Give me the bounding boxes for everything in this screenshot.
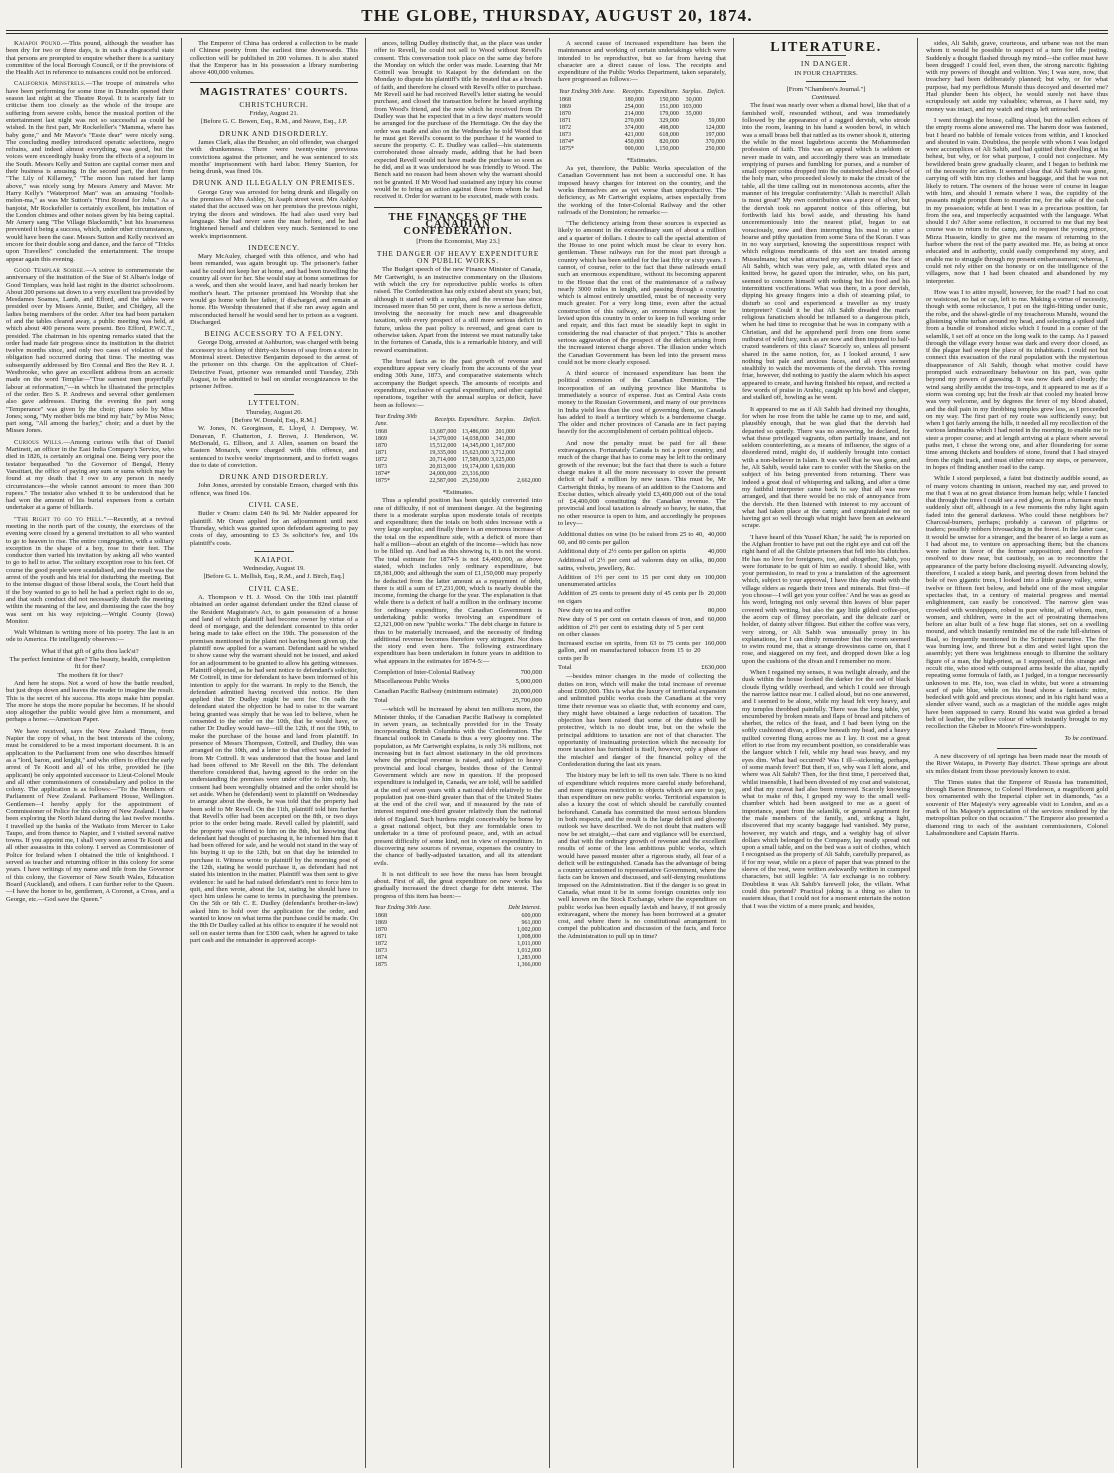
table-header-row — [374, 413, 542, 429]
column-divider — [549, 38, 550, 1468]
table-cell — [516, 443, 542, 450]
table-cell: 19,174,000 — [462, 463, 489, 470]
table-cell: 1874 — [375, 954, 387, 961]
paragraph-curious-wills — [6, 439, 174, 512]
table-row — [374, 429, 542, 436]
table-cell: 1873 — [375, 947, 387, 954]
table-cell — [680, 125, 703, 132]
table-cell: 15,623,000 — [462, 449, 489, 456]
article-paragraph: The Budget speech of the new Finance Minister of Canada, Mr Cartwright, is an instructive commentary on the illusions with which the cry for reproductive public works is often raised. The Confederation has only existed about six years; but, although it started with a surplus, and the revenue has since increased more than 50 per cent, there is now a serious deficit, involving the necessity for much new and disagreeable taxation, with every prospect of a still more serious deficit in future, unless the past policy is reversed, and great care is otherwise taken. Apart from the interest we must naturally take in the fortunes of Canada, this is a remarkable history, and will reward examination. — [374, 266, 542, 354]
table-cell: 201,000 — [495, 428, 515, 435]
table-cell: 1,639,000 — [491, 463, 515, 470]
table-cell: 197,000 — [705, 131, 725, 138]
section-heading-literature: LITERATURE. — [770, 40, 882, 55]
article-paragraph: It is not difficult to see how the mess has been brought about. First of all, the great expenditure on new works has gradually increased the direct charge for debt interest. The progress of this item has been:— — [374, 870, 542, 900]
table-cell — [680, 132, 703, 139]
paragraph-chinese-poetry: The Emperor of China has ordered a collection to be made of Chinese poetry from the earliest time downwards. This collection will be published in 200 volumes. It is also stated that the Emperor has in his possession a library numbering above 400,000 volumes. — [190, 40, 358, 77]
item-value: 5,000,000 — [515, 678, 542, 686]
column-divider — [181, 38, 182, 1468]
table-header: Expenditure. — [648, 88, 679, 95]
table-header: Deficit. — [523, 417, 541, 424]
story-paragraph: How was I to attire myself, however, for the road? I had no coat or waistcoat, no hat or cap, left to me. Making a virtue of necessity, though with some reluctance, I put on the tight-fitting under tunic, the robe, and the shawl-girdle of my treacherous Munshi, wound the glistening white turban around my head, and selecting a spiked staff from a bundle of ironshod sticks which I found in a corner of the selamlik, I set off at once on the long walk to the camp. As I passed through the village every house was dark and every door closed, as if the plague had swept the place of its inhabitants. I could not but connect this evacuation of the rural population with the mysterious disappearance of Ali Sahib, though what motive could have prompted such extraordinary behaviour on his part, was quite beyond my powers of guessing. It was now dark and cloudy; the wind sang shrilly amidst the tree-tops, and it appeared to me as if a storm was coming up; but the fresh air that cooled my heated brow was very welcome, and by degrees the fever of my blood abated, and the dull pain in my throbbing temples grew less, as I proceeded on my way. The first part of my route was sufficiently easy; but when I got fairly among the hills, it needed all my recollection of the various landmarks which I had noted in the morning, to enable me to steer a proper course; and at length arriving at a place where several paths met, I chose the wrong one, and after floundering for some time among thickets and boulders of stone, found that I had strayed from the right track, and must either retrace my steps, or persevere, in hopes of finding another road to the camp. — [926, 288, 1108, 471]
subheading-christchurch: CHRISTCHURCH. — [239, 99, 309, 109]
table-cell: 15,512,000 — [429, 442, 457, 449]
item-value: 160,000 — [704, 640, 726, 648]
list-item — [558, 574, 726, 589]
table-cell: 1872 — [559, 124, 571, 131]
paragraph-good-templar — [6, 267, 174, 435]
article-paragraph: And now the penalty must be paid for all these extravagances. Fortunately Canada is not a poor country, and much of the charge that has to come may be left to the ordinary growth of the revenue; but the fact that there is such a future charge makes it all the more necessary to cover the present deficit of half a million by new taxes. This must be, Mr Cartwright thinks, by means of an addition to the Customs and Excise duties, which already yield £3,400,000 out of the total of £4,400,000 constituting the Canadian revenue. The provincial and local taxation is already so heavy, he states, that no other resource is open to him, and accordingly he proposes to levy— — [558, 439, 726, 528]
case-text: George Doig, arrested at Ashburton, was charged with being accessory to a felony of thirty-six boxes of soap from a store in Montreal street. Detective Benjamin deposed to the arrest of the prisoner on this charge. On the application of Chief-Detective Feast, prisoner was remanded until Tuesday, 25th August, to be admitted to bail on similar recognizances to the prisoner Jeffree. — [190, 339, 358, 391]
table-cell — [516, 471, 542, 478]
table-cell: 498,000 — [659, 124, 679, 131]
table-cell: 450,000 — [624, 138, 645, 145]
table-header: Year Ending 30th June. — [375, 413, 417, 427]
column-2 — [190, 40, 358, 1466]
item-label: Canadian Pacific Railway (minimum estimate) — [374, 687, 498, 695]
table-cell: 1869 — [375, 919, 387, 926]
case-heading: CIVIL CASE. — [248, 500, 300, 510]
table-row — [558, 104, 726, 111]
case-heading: DRUNK AND ILLEGALLY ON PREMISES. — [192, 178, 356, 188]
table-cell: 214,000 — [624, 110, 645, 117]
item-value: 40,000 — [707, 531, 726, 539]
court-bench: [Before G. L. Mellish, Esq., R.M., and J. Birch, Esq.] — [203, 573, 345, 581]
table-cell: 59,000 — [708, 117, 725, 124]
paragraph-california-minstrels — [6, 80, 174, 262]
table-row — [374, 436, 542, 443]
table-cell: 1868 — [375, 912, 387, 919]
table-row — [558, 118, 726, 125]
list-item — [558, 548, 726, 555]
table-row — [374, 948, 542, 955]
article-paragraph: As yet, therefore, the Public Works speculation of the Canadian Government has not been a successful one. It has imposed heavy charges for interest on the country, and the works themselves are as yet worse than unproductive. The deficiency, as Mr Cartwright explains, arises especially from the working of the Inter-Colonial Railway and the other railroads of the Dominion; he remarks:— — [558, 165, 726, 216]
column-5 — [742, 40, 910, 1466]
section-heading-magistrates: MAGISTRATES' COURTS. — [199, 87, 349, 99]
table-cell: 1,002,000 — [517, 926, 541, 933]
table-cell — [680, 146, 703, 153]
table-cell: 1871 — [375, 449, 387, 456]
paragraph-text: —Recently, at a revival meeting in the north part of the county, the exercises of the evening were closed by a general invitation to all who wanted to go to heaven to rise. The entire congregation, with a solitary exception in the shape of a boy, rose to their feet. The conductor then varied his invitation by asking all who wanted to go to hell to arise. The solitary exception rose to his feet. Of course the good people were scandalised, and the result was the arrest of the youth and his trial for disturbing the meeting. But to the intense disgust of those liberal souls, the Court held that if the boy wanted to go to hell he had a perfect right to do so, and that such conduct did not necessarily disturb the meeting within the meaning of the law, and dismissing the case the boy was sent on his way rejoicing.—Wright County (Iowa) Monitor. — [6, 515, 174, 625]
news-paragraph-emperor-russia: The Times states that the Emperor of Russia has transmitted, through Baron Brunnow, to Colonel Henderson, a magnificent gold box ornamented with the Imperial cipher set in diamonds, "as a souvenir of Her Majesty's very agreeable visit to London, and as a mark of his Majesty's appreciation of the services rendered by the metropolitan police on that occasion." The Emperor also presented a diamond ring to each of the assistant commissioners, Colonel Labalmondiere and Captain Harris. — [926, 778, 1108, 837]
paragraph-text: —This pound, although the weather has been dry for two or three days, is in such a disgraceful state that persons are prompted to enquire whether there is a sanitary committee of the local Borough Council, or if the provisions of the Health Act in reference to nuisances could not be enforced. — [6, 40, 174, 77]
table-header: Deficit. — [707, 88, 725, 95]
total-value: 25,700,000 — [512, 696, 542, 704]
court-bench: [Before W. Donald, Esq., R.M.] — [232, 417, 316, 425]
table-header: Expenditure. — [458, 417, 489, 424]
masthead-rule — [6, 30, 1108, 31]
table-cell: 30,000 — [685, 96, 703, 103]
item-label: New duty of 5 per cent on certain classes of iron, and addition of 2½ per cent to existing duty of 5 per cent on other classes — [558, 616, 704, 638]
total-label: Total — [374, 696, 388, 704]
table-cell: 1872 — [375, 940, 387, 947]
table-cell: 103,000 — [682, 103, 703, 110]
column-3 — [374, 40, 542, 1466]
item-label: Addition of 25 cents to present duty of 45 cents per lb on cigars — [558, 590, 704, 605]
table-cell: 1869 — [559, 103, 571, 110]
table-cell: 341,000 — [495, 435, 515, 442]
article-paragraph: A third source of increased expenditure has been the political extension of the Canadian Dominion. The incorporation of an outlying province like Manitoba is immediately a source of expense. Just as Central Asia costs money to the Russian Government, and many of our provinces in India yield less than the cost of governing them, so Canada has added to itself a territory which is a burdensome charge. The older and richer provinces of Canada are in fact paying heavily for the accomplishment of certain political objects. — [558, 370, 726, 436]
table-cell — [703, 111, 726, 118]
paragraph-right-to-go — [6, 516, 174, 625]
column-divider — [917, 38, 918, 1468]
table-cell: 180,000 — [624, 96, 645, 103]
story-source: [From "Chambers's Journal."] — [786, 85, 866, 93]
table-cell: 23,316,000 — [462, 470, 489, 477]
table-row — [374, 478, 542, 485]
table-cell: 1872 — [375, 456, 387, 463]
story-paragraph: While I stood perplexed, a faint but distinctly audible sound, as of many voices chanting in unison, reached my ear, and proved to me that I was at no great distance from human help; while I fancied that through the trees I could see a red glow, as from a furnace much suddenly shut off, although in a few moments the ruby light again faded into the general darkness. Who could these neighbors be? Charcoal-burners, perhaps; probably a caravan of pilgrims or traders; possibly robbers bivouacking in the forest. In the latter case, it would be unwise for a stranger, and the bearer of so large a sum as I had about me, to venture on approaching them; but the chances were rather in favor of the former supposition; and therefore I resolved to draw near, but cautiously, so as to reconnoitre the appearance of the party before disclosing myself. Advancing slowly, therefore, I scaled a steep bank, and peering down from behind the bole of two gigantic trees, I looked into a little grassy valley, some twelve or fifteen feet below, and beheld one of the most singular spectacles that, in a century of material progress and mental enlightenment, can easily be conceived. The narrow glen was crowded with worshippers, robed in pure white, all of whom, men, women, and children, were in the act of prostrating themselves before an altar built of a few huge flat stones, set on a swelling mound, and which instantly reminded me of the rude hill-shrines of Baal, so frequently mentioned in the Scripture narrative. The fire was burning low, and threw but a dim and weird light upon the assembly; yet there was brightness enough to illumine the solitary figure of a man, the high-priest, as I supposed, of this strange and occult rite, who stood with outspread arms beside the altar, rapidly repeating some formula of faith, as I judged, in a tongue necessarily unknown to me. He, too, was clad in white, but wore a streaming scarf of pale blue, while on his head shone a fantastic mitre, bedecked with gold and precious stones; and in his right hand was a slender silver wand, such as a magician of the middle ages might have been supposed to carry. Round his waist was girded a broad belt of leather, the yellow colour of which instantly brought to my recollection the Gheber in Moore's Fire-worshippers. — [926, 475, 1108, 731]
story-paragraph: When I regained my senses, it was twilight already, and the dusk within the house looked the darker for the sod of black clouds flying wildly overhead, and which I could see through the narrow lattice near me. I called aloud, but no one answered, and I seemed to be alone, while my head felt very heavy, and my temples throbbed painfully. There was the long table, yet encumbered by broken meats and flaps of bread and pitchers of sherbet, the relics of the feast, and I had been lying on the softly cushioned divan, a pillow beneath my head, and a heavy quilted covering flung across me as I lay. It cost me a great effort to rise from my recumbent position, so considerable was the languor which I felt, while my head was heavy, and my eyes dim. What had occurred? Was I ill—sickening, perhaps, of some marsh fever? But then, if so, why was I left alone, and where was Ali Sahib? Then, for the first time, I perceived that, whilst insensible, I had been divested of my coat and waistcoat, and that my cravat had also been removed. Scarcely knowing what to make of this, I groped my way to the small well-chamber which had been assigned to me as a guest of importance, apart from the selamlik, or general apartment for the male members of the family, and, striking a light, discovered that my scanty baggage had vanished. My purse, however, my watch and rings, and a weighty bag of silver dollars which belonged to the Company, lay neatly spread out upon a small table, and on the bed was a suit of clothes, which I recognised as the property of Ali Sahib, carefully prepared, as if for my wear, while on a piece of paper that was pinned to the sleeve of the vest, were written awkwardly written in cramped characters, but still legible: 'A fair exchange is no robbery. Doubtless it was Ali Sahib's farewell joke, the villain. What could this portend? Practical joking is a thing so alien to eastern ideas, that I could not for a moment entertain the notion that I was the victim of a mere prank; and besides, — [742, 669, 910, 910]
table-cell: 900,000 — [624, 145, 645, 152]
table-cell — [516, 429, 542, 436]
article-paragraph: —which will be increased by about ten millions more, the Minister thinks, if the Canadian Pacific Railway is completed in seven years, as technically provided for in the Treaty incorporating British Columbia with the Confederation. The financial outlook in Canada is thus a very gloomy one. The population, as Mr Cartwright explains, is only 3¾ millions, not increasing but in fact almost stationary in the old provinces where the principal revenue is raised, and subject to heavy provincial and local charges, besides those of the Central Government which are now in question. If the proposed expenditure is indulged in, Canada, we are told, will be saddled at the end of seven years with a national debt relatively to the population just one-third greater than that of the United States at the end of the civil war, and if measured by the rate of interest required one-third greater relatively than the national debt of England. Such burdens might conceivably be borne by a great national object, but they are formidable ones to undertake in a time of profound peace, and, with an actual present difficulty of some kind, not in view of expenditure. In discovering new sources of revenue, expenses the country to the chance of badly-adjusted taxation, and all its attendant evils. — [374, 706, 542, 867]
table-cell: 1875* — [375, 477, 390, 484]
table-cell: 618,000 — [659, 131, 679, 138]
table-cell: 14,379,000 — [429, 435, 457, 442]
table-cell: 421,000 — [624, 131, 645, 138]
table-cell: 1871 — [375, 933, 387, 940]
column-divider — [365, 38, 366, 1468]
paragraph-walt-whitman: Walt Whitman is writing more of his poetry. The last is an ode to America. He intelligently observes:— — [6, 629, 174, 644]
article-paragraph: The history may be left to tell its own tale. There is no kind of expenditure which requires more careful study beforehand, and more rigorous restriction to objects which are sure to pay, than expenditure on new public works. Territorial expansion is also a luxury the cost of which should be carefully counted beforehand. Canada has committed the most serious blunders in both respects, and the result is the large deficit and gloomy outlook we have described. We do not doubt that matters will now be set straight,—that care and vigilance will be exercised, and that with the ordinary growth of revenue and the excellent results of some of the less ambitious public works, which would have passed muster after a rigorous study, all fear of a deficit will be extinguished. Canada has the advantage of being a country accustomed to representative Government, where the facts can be known and discussed, and self-denying resolutions imposed on the Administration. But if the danger is so great in Canada, what must it be in some foreign countries only too well known on the Stock Exchange, where the expenditure on public works has been equally lavish and heavy, if not grossly extravagant, where the money has been borrowed at a greater cost, and where there is no constitutional arrangement to compel the publication and discussion of the facts, and force the Administration to pull up in time? — [558, 772, 726, 940]
table-cell: 1870 — [559, 110, 571, 117]
item-label: Increased excise on spirits, from 63 to 75 cents per gallon, and on manufactured tobacco from 15 to 20 cents per lb — [558, 640, 701, 662]
story-paragraph: I went through the house, calling aloud, but the sullen echoes of the empty rooms alone answered me. The harem door was fastened, but I heard no babble of female voices from within, and I knocked and shouted in vain. Doubtless, the people with whom I was lodged were accomplices of Ali Sahib, and had quitted their dwelling at his behest, but why, or for what purpose, I could not conjecture. My bewildered brain grew gradually clearer, and I began to bethink me of the necessity for action. It seemed clear that Ali Sahib was gone, carrying off with him my clothes and baggage, and that he was not likely to return. The owners of the house were of course in league with him, and should I remain where I was, the cupidity of the peasants might prompt them to murder me, for the sake of the cash in my possession; while at best I was in a precarious position, far from the sea, and imperfectly acquainted with the language. What should I do? After some reflection, it occurred to me that my best course was to return to the camp, and to request the young prince, Mirza Hussein, kindly to give me the means of returning to the harbor where the rest of the party awaited me. He, as being at once educated and in authority, could easily comprehend my story, and enable me to struggle through my present embarrassment; whereas, I could not rely either on the honesty or on the intelligence of the villagers, now that I had been cheated and abandoned by my interpreter. — [926, 116, 1108, 285]
subheading-kaiapoi: KAIAPOI. — [254, 554, 294, 564]
court-date: Thursday, August 20. — [245, 408, 303, 416]
table-cell — [490, 478, 516, 485]
divider — [254, 551, 294, 552]
article-paragraph: A second cause of increased expenditure has been the maintenance and working of certain undertakings which were intended to be reproductive, but so far from having that character are a direct cause of loss. The receipts and expenditure of the Public Works Department, taken separately, have progressed as follows:— — [558, 40, 726, 84]
case-text: George Gray was arrested for being drunk and illegally on the premises of Mrs Ashley, St Asaph street west. Mrs Ashley stated that the accused was on her premises the previous night, trying the doors and windows. He had also used very bad language. She had never seen the man before, and he had frightened herself and children very much. Sentenced to one week's imprisonment. — [190, 188, 358, 240]
table-cell: 1,012,000 — [517, 947, 541, 954]
case-text: James Clark, alias the Brusher, an old offender, was charged with drunkenness. There were twenty-nine previous convictions against the prisoner, and he was sentenced to six months' imprisonment with hard labor. Henry Stanton, for being drunk, was fined 10s. — [190, 138, 358, 176]
paragraph-lead: Good Templar Soiree. — [14, 266, 86, 274]
article-paragraph: Thus a splendid position has been quickly converted into one of difficulty, if not of imminent danger. At the beginning there is a moderate surplus upon moderate totals of receipts and expenditure; then the totals on both sides increase with a very large surplus; and finally there is an enormous increase of the total on the expenditure side, with a deficit of more than half a million—about an eighth of the income—which has now to be filled up. And bad as this showing is, it is not the worst. The total estimate for 1874-5 is not £4,400,000, as above stated, which includes only ordinary expenditure, but £8,381,000; and although the sum of £1,150,000 may properly be deducted from the latter amount as a repayment of debt, there is still a sum of £7,231,000, which is nearly double the income, forming the charge for the year. The explanation is that while there is a deficit of half a million in the ordinary income for ordinary expenditure, the Canadian Government is undertaking public works involving an expenditure of £2,321,000 on new "public works." The debt charge in future is thus to be materially increased, and the necessity of finding additional revenue becomes therefore very stringent. Nor does the story end even here. The following extraordinary expenditure has been undertaken in future years in addition to what appears in the estimates for 1874-5:— — [374, 497, 542, 665]
table-cell — [703, 104, 726, 111]
table-cell: 14,038,000 — [462, 435, 489, 442]
table-row — [558, 97, 726, 104]
poem-line: The perfect feminine of thee? The beauty, health, completion fit for thee? — [9, 656, 171, 671]
table-cell — [680, 139, 703, 146]
poem-line: The mothers fit for thee? — [57, 671, 123, 679]
table-header: Surplus. — [682, 88, 703, 95]
item-value: 60,000 — [707, 616, 726, 624]
item-value: 700,000 — [520, 669, 542, 677]
table-cell: 20,813,000 — [429, 463, 457, 470]
paragraph-lead: Curious Wills. — [14, 438, 64, 446]
list-item — [374, 669, 542, 676]
table-row — [374, 471, 542, 478]
table-body — [558, 97, 726, 153]
table-header: Debt Interest. — [508, 904, 541, 911]
table-cell — [516, 450, 542, 457]
case-text: Mary McAuley, charged with this offence, and who had been remanded, was again brought up. The prisoner's father said he could not keep her at home, and had been travelling the country all over for her. She would stay at home sometimes for a week, and then she would leave, and had nearly broken her mother's heart. The prisoner promised his Worship that she would go home with her father, if discharged, and remain at home. His Worship threatened that if she ran away again and misconducted herself he would send her to prison as a vagrant. Discharged. — [190, 253, 358, 326]
table-row — [374, 955, 542, 962]
table-row — [374, 962, 542, 969]
item-label: Additional duty of 2½ cents per gallon on spirits — [558, 547, 687, 555]
case-text: W. Jones, N. Georginson, E. Lloyd, J. Dempsey, W. Donavan, F. Chatterton, J. Brown, J. Henderson, W. McDonald, G. Ellison, and J. Allen, seamen on board the Eastern Monarch, were charged with this offence, and sentenced to twelve weeks' imprisonment, and to forfeit wages due to date of conviction. — [190, 425, 358, 469]
table-row — [374, 443, 542, 450]
table-note: *Estimates. — [442, 488, 474, 496]
table-row — [374, 450, 542, 457]
table-cell: 1868 — [375, 428, 387, 435]
table-cell: 19,335,000 — [429, 449, 457, 456]
table-cell: 600,000 — [521, 912, 541, 919]
list-item — [558, 640, 726, 662]
table-cell: 13,486,000 — [462, 428, 489, 435]
revenue-table — [374, 413, 542, 485]
table-row — [374, 464, 542, 471]
paragraph-lead: Kaiapoi Pound. — [14, 40, 63, 47]
paragraph-text: —Among curious wills that of Daniel Martinett, an officer in the East India Company's Service, who died in 1826, is certainly an original one. Being very poor the testator bequeathed "to the Governor of Bengal, Henry Vansittart, the office of paying any sum or sums which may be found at my death that I owe to any person in needy circumstances—the whole cannot amount to more than 300 rupees." The testator also wished it to be understood that he had won the amount of his burial expenses from a certain undertaker at a game of billiards. — [6, 438, 174, 512]
expenditure-list — [374, 669, 542, 695]
table-cell: 1870 — [375, 926, 387, 933]
paragraph-text: —A soiree to commemorate the anniversary of the institution of the Star of St Alban's lodge of Good Templars, was held last night in the district schoolroom. About 200 persons sat down to a very excellent tea provided by Mesdames Soames, Lamb, and Efford, and the tables were presided over by Misses Annie, Butler, and Chidgey, all the ladies being members of the order. After tea had been partaken of and the tables cleared away, a public meeting was held, at which about 400 persons were present. Bro Efford, P.W.C.T., presided. The chairman in his opening remarks stated that the order had made fair progress since its institution in the district twelve months since, and only two cases of violation of the obligation had occurred during that time. The meeting was subsequently addressed by Bro Connal and Bro the Rev R. J. Westbrooke, who gave an excellent address from an acrostic made on the word Templar—"True earnest men prayerfully labour at reformation,"—in which he illustrated the principles of the order. Bro S. P. Andrews and several other gentlemen also gave addresses. During the evening the part song "Temperance" was given by the choir; piano solo by Miss Jones; song, "My mother bids me bind my hair," by Miss Ness; part song, "All among the barley," choir; and a duet by the Misses Jones. — [6, 266, 174, 435]
court-date: Wednesday, August 19. — [243, 565, 305, 573]
divider — [254, 394, 294, 395]
list-item — [558, 616, 726, 638]
table-cell: 1,283,000 — [517, 954, 541, 961]
table-cell: 1874* — [559, 138, 574, 145]
table-cell: 3,125,000 — [491, 456, 515, 463]
paragraph-text: —The troupe of minstrels who have been performing for some time in Dunedin opened their season last night at the Theatre Royal. It is scarcely fair to criticise them too closely as the whole of the troupe are suffering from severe colds, hence the musical portion of the entertainment last night was not so successful as could be wished. In the first part, Mr Rockefeller's "Mamma, where has baby gone," and Mr Mavor's "Essie dear" were nicely sung. The concluding medley introduced operatic selections, negro refrains, and indeed almost everything, was good, but the voices were exceedingly husky from the effects of a sojourn in the South. Messrs Kelly and Sutton are capital corner men and their business is amusing. In the second part, the duet from "The Lily of Killarney," "The moon has raised her lamp above," was nicely sung by Messrs Amery and Mavor. Mr Harry Kelly's "Waterproof Man" was an amusing "foolish-melon-ma," as was Mr Sutton's "First Round for John." As a banjoist, Mr Rockefeller is certainly excellent, his imitation of the London chimes and other noises given by his being capital. Mr Amery sang "The Village Blacksmith," but his hoarseness prevented it being a success, which, under other circumstances, would have been the case. Messrs Sutton and Kelly received an encore for their double song and dance, and the farce of "Tricks upon Travellers" concluded the entertainment. The troupe appear again this evening. — [6, 80, 174, 263]
divider — [806, 55, 846, 56]
table-cell: 2,662,000 — [517, 477, 541, 484]
divider — [806, 81, 846, 82]
table-cell: 1,150,000 — [654, 145, 679, 152]
table-cell: 24,000,000 — [429, 470, 457, 477]
duties-list — [558, 531, 726, 662]
paragraph-lead: California Minstrels. — [14, 80, 86, 88]
table-header: Year Ending 30th June. — [375, 904, 432, 911]
table-cell: 1874* — [375, 470, 390, 477]
story-paragraph: It appeared to me as if Ali Sahib had divined my thoughts, for when he rose from the table he came up to me, and said, plausibly enough, that he was glad that the dervish had departed so quietly. There was no answering, he declared, for what these privileged vagrants, often partially insane, and not seldom counterfeiting, as a means of influence, the signs of a disordered mind, might do, if suddenly brought into contact with a non-believer in Islam. It was well that he was gone, and he, Ali Sahib, would take care to confer with the Sheiks on the subject of his being prevented from returning. There was indeed a great deal of whispering and talking, and after a time my faithful interpreter came back to say that all was now arranged, and that there would be no risk of annoyance from the dervish. He then listened with interest to my account of what had taken place at the camp; and congratulated me on having got so well through what might have been an awkward scrape. — [742, 405, 910, 530]
section-rule — [190, 82, 358, 83]
court-bench: [Before G. C. Bowen, Esq., R.M., and Neave, Esq., J.P. — [200, 118, 348, 126]
table-cell: 22,587,000 — [429, 477, 457, 484]
list-item — [558, 531, 726, 546]
table-cell: 124,000 — [705, 124, 725, 131]
story-title: IN DANGER. — [800, 59, 852, 69]
masthead-rule-double — [6, 33, 1108, 34]
total-row — [558, 664, 726, 671]
table-cell — [516, 464, 542, 471]
item-value: 80,000 — [707, 607, 726, 614]
divider — [997, 748, 1037, 749]
table-cell: 270,000 — [624, 117, 645, 124]
case-text: John Jones, arrested by constable Emson, charged with this offence, was fined 10s. — [190, 482, 358, 497]
column-6 — [926, 40, 1108, 1466]
item-label: Additional duties on wine (to be raised from 25 to 40, 60, and 80 cents per gallon — [558, 531, 704, 546]
table-row — [374, 927, 542, 934]
case-heading: INDECENCY. — [248, 242, 300, 252]
table-cell: 1875 — [375, 961, 387, 968]
table-cell: 20,714,000 — [429, 456, 457, 463]
table-cell: 254,000 — [624, 103, 645, 110]
table-row — [558, 125, 726, 132]
table-cell: 1871 — [559, 117, 571, 124]
table-cell: 3,712,000 — [491, 449, 515, 456]
table-cell: 35,000 — [685, 110, 703, 117]
table-cell — [490, 471, 516, 478]
news-paragraph-oil-springs: A new discovery of oil springs has been made near the mouth of the River Waiapu, in Poverty Bay district. These springs are about six miles distant from those previously known to exist. — [926, 752, 1108, 775]
list-item — [558, 590, 726, 605]
poem-line: What if that gift of gifts thou lack'st? — [41, 647, 139, 655]
story-paragraph: sides, Ali Sahib, grave, courteous, and urbane was not the man whom it would be possible to suspect of a turn for idle jesting. Suddenly a thought flashed through my mind—the coffee must have been drugged! I could feel, even then, the strong narcotic fighting with my powers of thought and volition. Yes; I was sure, now, that treachery had been deliberately planned; but why, or for what purpose, had my perfidious Munshi thus decoyed and deserted me? Had plunder been his object, he would surely not have thus scrupulously set aside my valuables; whereas, as I have said, my money was intact, and my watch and rings left untouched. — [926, 40, 1108, 113]
table-row — [558, 111, 726, 118]
table-cell: 1870 — [375, 442, 387, 449]
column-4 — [558, 40, 726, 1466]
case-text: Butler v Oram: claim £40 8s 9d. Mr Nalder appeared for plaintiff. Mr Oram applied for an adjournment until next Thursday, which was granted upon defendant agreeing to pay costs of day, amounting to £3 3s solicitor's fee, and 10s plaintiff's costs. — [190, 510, 358, 547]
table-row — [374, 920, 542, 927]
table-cell: 17,589,000 — [462, 456, 489, 463]
table-header: Year Ending 30th June. — [559, 88, 616, 95]
table-cell: 1873 — [559, 131, 571, 138]
table-row — [374, 941, 542, 948]
case-text-continued: ances, telling Dudley distinctly that, as the place was under offer to Revell, he could not sell to Wood without Revell's consent. This conversation took place on the same day before the Monday on which the order was made. Learning that Mr Cottrell was brought to Kaiapoi by the defendant on the Monday to dispute his plaintiff's title he treated that as a breach of faith, and therefore he closed with Revell's offer to purchase. Mr Revell said he had received Revell's letter stating he would purchase, and closed the transaction before he heard anything from Wood's friend, and the note which he received from Dr Dudley was that he expected that in a few days' matters would be arranged for the purchase of the Hermitage. On the day the order was made and also on the Wednesday he told Wood that he must get Revell's consent to the purchase if he wanted to secure the property. C. E. Dudley was called—his statements corroborated those already made, adding that he had been expected Revell would not have made the purchase so soon as he did, and as it was understood he was friendly to Wood. The Bench said no reason had been shown why the warrant should not be granted. If Mr Wood had sustained any injury his course would be to bring an action against those from whom he had received it. Order for warrant to be executed, made with costs. — [374, 40, 542, 201]
table-row — [558, 139, 726, 146]
table-cell — [680, 118, 703, 125]
item-label: Miscellaneous Public Works — [374, 678, 450, 686]
table-cell: 179,000 — [659, 110, 679, 117]
total-row — [374, 697, 542, 704]
debt-table — [374, 904, 542, 969]
table-cell: 1,167,000 — [491, 442, 515, 449]
article-paragraph: —besides minor changes in the mode of collecting the duties on iron, which will make the total increase of revenue about £600,000. This is what the luxury of territorial expansion and unlimited public works costs the Canadians at the very time their revenue was so elastic that, with economy and care, they might have obtained a large reduction of taxation. The objection has been raised that some of the duties will be protective, which is no doubt true, but on the whole the principal additions to taxation are not of that character. The opportunity of insinuating protection which the necessity for more taxation has furnished is itself, however, only a phase of the mischief and danger of the financial policy of the Confederation during the last six years. — [558, 673, 726, 768]
item-label: Additional of 2½ per cent ad valorem duty on silks, satins, velvets, jewellery, &c. — [558, 557, 704, 572]
case-heading: DRUNK AND DISORDERLY. — [219, 472, 329, 482]
table-cell: 370,000 — [705, 138, 725, 145]
paragraph-kaiapoi-pound — [6, 40, 174, 76]
table-cell: 25,250,000 — [462, 477, 489, 484]
table-row — [558, 132, 726, 139]
table-header: Receipts. — [434, 417, 457, 424]
item-value: 20,000 — [707, 590, 726, 598]
list-item — [558, 557, 726, 572]
table-body — [374, 429, 542, 485]
table-cell: 1873 — [375, 463, 387, 470]
table-cell: 14,345,000 — [462, 442, 489, 449]
story-paragraph: 'I have heard of this Yussef Khan,' he said; 'he is reported on the Afghan frontier to have put out the right eye and cut off the right hand of all the Ghilzie prisoners that fell into his clutches. He has no love for foreigners, too, and altogether, Sahib, you were fortunate to be quit of him so easily. I should like, with your permission, to read to you a translation of the agreement which, subject to your approval, I have this day made with the village elders as regards their trees and minerals. But first—if you choose—I will get you your coffee.' And he was as good as his word, bringing not only several thin leaves of blue paper covered with writing, but also the gay little gilded coffee-pot, the acorn cup of flimsy porcelain, and the delicate zarf or holder, of dainty silver filigree. But either the coffee was very, very strong, or Ali Sahib was unusually prosy in his explanations, for I can dimly remember that the room seemed to swim round me, that a strange drowsiness came on, that I rose, and staggered on my feet, and dropped down like a log upon the cushions of the divan and I remember no more. — [742, 533, 910, 665]
table-cell: 1875* — [559, 145, 574, 152]
article-source: [From the Economist, May 23.] — [416, 238, 500, 246]
table-cell — [516, 436, 542, 443]
table-cell: 820,000 — [659, 138, 679, 145]
table-row — [374, 934, 542, 941]
table-note: *Estimates. — [626, 156, 658, 164]
table-cell — [703, 97, 726, 104]
paragraph-whitman-stops: And here he stops. Not a word of how the battle resulted, but just drops down and leaves the reader to imagine the result. This is the secret of his success. His stops make him popular. The more he stops the more popular he becomes. If he should stop altogether the public would give him a monument, and perhaps a horse.—American Paper. — [6, 679, 174, 724]
story-continued: Continued. — [811, 94, 841, 102]
paragraph-lead: "The Right to go to Hell." — [14, 515, 107, 523]
column-1 — [6, 40, 174, 1466]
item-label: Addition of 1½ per cent to 15 per cent duty on unenumerated articles — [558, 573, 701, 589]
subheading-lyttelton: LYTTELTON. — [248, 398, 300, 408]
list-item — [374, 678, 542, 685]
case-heading: CIVIL CASE. — [248, 583, 300, 593]
table-cell: 1,008,000 — [517, 933, 541, 940]
article-subheading: THE DANGER OF HEAVY EXPENDITURE ON PUBLIC WORKS. — [376, 248, 540, 266]
case-heading: DRUNK AND DISORDERLY. — [219, 128, 329, 138]
article-paragraph: "The deficiency arising from these sources is expected as likely to amount in the extraordinary sum of about a million and a quarter of dollars. I desire to call the special attention of the House to one point which must be clear to every hon. gentleman. These railways run for the most part through a country which has been settled for the last fifty or sixty years. I cannot, of course, refer to the fact that these railroads entail such an enormous expenditure, without its becoming apparent to the House that the cost of the maintenance of a railway nearly 3000 miles in length, and passing through a country which is almost entirely unsettled, must be of necessity very much greater. For a very long time, even after the actual construction of this railway, an enormous charge must be levied upon this country in order to keep in full working order and repair, and this fact must be steadily kept in sight in considering the real character of that project." This is another serious aggravation of the prospect of the deficit arising from the increased interest charge above. The illusion under which the Canadian Government has been led into the present mess could not be more clearly exposed. — [558, 220, 726, 366]
item-label: Completion of Inter-Colonial Railway — [374, 669, 475, 677]
case-heading: BEING ACCESSORY TO A FELONY. — [204, 329, 344, 339]
table-row — [374, 913, 542, 920]
table-cell: 961,000 — [521, 919, 541, 926]
table-cell: 250,000 — [705, 145, 725, 152]
table-header: Surplus. — [495, 417, 515, 424]
section-heading-canadian-finances: THE FINANCES OF THE CANADIAN CONFEDERATION. — [388, 211, 528, 238]
table-row — [374, 457, 542, 464]
total-value: £630,000 — [701, 664, 726, 672]
public-works-table — [558, 88, 726, 153]
masthead-title: THE GLOBE, THURSDAY, AUGUST 20, 1874. — [361, 6, 753, 25]
table-cell — [516, 457, 542, 464]
article-paragraph: The broad facts as to the past growth of revenue and expenditure appear very clearly from the accounts of the year ending 30th June, 1873, and comparative statements which accompany the Budget speech. The amounts of receipts and expenditure, exclusive of capital expenditure, and other capital operations, together with the annual surplus or deficit, have been as follows:— — [374, 357, 542, 409]
column-divider — [733, 38, 734, 1468]
court-date: Friday, August 21. — [249, 110, 299, 118]
list-item — [374, 688, 542, 695]
table-cell: 1868 — [559, 96, 571, 103]
table-cell: 1869 — [375, 435, 387, 442]
section-rule — [374, 207, 542, 208]
item-value: 40,000 — [707, 547, 726, 555]
table-row — [558, 146, 726, 153]
table-cell: 374,000 — [624, 124, 645, 131]
item-value: 80,000 — [707, 557, 726, 565]
item-value: 20,000,000 — [512, 687, 542, 695]
case-text: A. Thompson v H. J. Wood. On the 10th inst plaintiff obtained an order against defendant under the 82nd clause of the Resident Magistrate's Act, to gain possession of a house and land of which plaintiff had become owner by virtue of a deed of mortgage, and the defendant consented to this order being made to take effect on the 19th. The possession of the premises mentioned in the plaint not having been given up, the plaintiff now applied for a warrant. Defendant said he wished to show cause why the warrant should not be issued, and asked for an adjournment to be granted to allow his getting witnesses. Plaintiff objected, as he had sent notice to defendant's solicitor, Mr Cottrell, in time for defendant to have been informed of his intention to apply for the warrant. In reply to the Bench, the defendant admitted having received this notice. He then applied that Dr Dudley might be sent for. On oath the defendant stated the objection he had to raise to the warrant being granted was simply that he was led to believe, when he consented to the order on the 10th, that he would have, or rather Dr Dudley would have—till the 12th, if not the 19th, to make the purchase of the house and land from plaintiff. In presence of Messrs Thompson, Cottrell, and Dudley, this was arranged on the 10th, and a letter to that effect was handed in from Mr Cottrell. It was understood that the house and land had been offered to Mr Revell on the 8th. The defendant therefore considered that, having agreed to the order on the understanding the premises were under offer to him only, his consent had been wrongfully obtained and the order should be set aside. When he (defendant) went to plaintiff on Wednesday to arrange about the deeds, he was told that the property had been sold to Mr Revell. On the 11th, plaintiff told him further that Revell's offer had been accepted on the 8th, or two days prior to the order being made. Revell called by plaintiff, said the property was offered to him on the 8th, but knowing that defendant had thought of purchasing it, he informed him that it had been offered for sale, and he would not stand in the way of his buying it up to the 12th, but on that day he intended to purchase it. Witness wrote to plaintiff by the morning post of the 12th, stating he would purchase it, as defendant had not stated his intention in the matter. Plaintiff was then sent to give evidence: he said he had raised defendant's rent to force him to quit, and then wrote, about the 1st, stating he should have to eject him unless he came to terms in purchasing the premises. On the 5th or 6th C. E. Dudley (defendant's brother-in-law) asked him to hold over the application for the order, and wanted to know on what terms the purchase could be made. On the 8th Dr Dudley called at his office to enquire if he would not sell on easier terms than for £300 cash, when he agreed to take part cash and the remainder in approved accept- — [190, 594, 358, 944]
list-item — [558, 607, 726, 614]
table-cell: 150,000 — [659, 96, 679, 103]
item-label: New duty on tea and coffee — [558, 607, 631, 614]
table-body — [374, 913, 542, 969]
table-cell: 13,687,000 — [429, 428, 457, 435]
table-cell: 329,000 — [659, 117, 679, 124]
paragraph-napier-application: We have received, says the New Zealand Times, from Napier the copy of what, in the best interests of the colony, must be considered to be a most important document. It is an application to the Parliament from one who describes himself as a "lord, baron, and knight," and who offers to effect the early arrest of Te Kooti and all of his tribe, provided he (the applicant) be only appointed successor to Lieut-Colonel Moule and all other commissioners of constabulary and police in the colony. The application is as follows:—"To the Members of Parliament of New Zealand. Parliament House, Wellington. Gentlemen—I hereby apply for the appointment of Commissioner of Police for this colony of New Zealand. I have been exploring the North Island during the last twelve months. I travelled up the banks of the Waikato from Mercer to Lake Taupo, and from thence to Napier, and I visited several native towns. If you appoint me, I shall very soon arrest Te Kooti and all other assassins in this colony. I served as Commissioner of Police for Ireland when I obtained the title of knighthood. I served as teacher and returning officer in this colony for some years. I have writings of my name and title from the Governor of this colony, the Governor of New South Wales, Education Board (Auckland), and others. I can further refer to the Queen.—I have the honor to be, gentlemen, A Coronet, a Cross, and a George, etc.—God save the Queen." — [6, 727, 174, 903]
table-cell: 1,011,000 — [517, 940, 541, 947]
table-cell: 1,366,000 — [517, 961, 541, 968]
table-cell: 151,000 — [659, 103, 679, 110]
table-header-row — [558, 88, 726, 97]
table-header: Receipts. — [622, 88, 645, 95]
item-value: 100,000 — [704, 573, 726, 581]
story-paragraph: The feast was nearly over when a dismal howl, like that of a famished wolf, resounded without, and was immediately followed by the appearance of a ragged dervish, who strode into the room, leaning in his hand a wooden bowl, in which was a small brass bell that rattled as its owner shook it, uttering the while in the most lugubrious accents the Mohammedan profession of faith. This was an appeal which is seldom or never made in vain, and accordingly there was an immediate emptying of purses and fumbling for purses, and a number of small copper coins dropped into the outstretched alms-bowl of the holy man, who proceeded slowly to make the circuit of the table, all the time calling out in monotonous accents, after the manner of his irregular confraternity: 'Allah is merciful! Allah is most great!' My own contribution was a piece of silver, but the dervish took no apparent notice of this offering, but forthwith laid his bowl aside, and thrusting his hand unceremoniously into the nearest pilaf, began to eat voraciously, now and then interrupting his meal to utter a hoarse and pithy quotation from some Sura of the Koran. I was in no way surprised, knowing the superstitious respect with which religious mendicants of this sort are treated among Mussulmans; but what attracted my attention was the face of Ali Sahib, which was very pale, as, with dilated eyes and knitted brow, he gazed upon the intruder, who, on his part, seemed to concern himself with nothing but his food and his intermittent vociferations. What was there, in a poor dervish, dipping his greasy fingers into a dish of steaming pilaf, to disturb so cool and experienced a traveller as my trusty interpreter? Could it be that Ali Sahib dreaded the man's religious fanaticism should be inflamed to a dangerous pitch, when he had time to recognise that he was in company with a Christian, and did he apprehend peril from one from some outburst of wild fury, such as are now and then imputed to half-crazed wanderers of this class? Scarcely so, unless all present shared in the same notion, for, as I looked around, I saw nothing but pale and anxious faces, and all eyes seemed stealthily to watch the movements of the dervish. This roving friar, however, did nothing to justify the alarm which his aspect appeared to create, and having finished his repast, and recited a few words of praise in Arabic, caught up his bowl and clapper, and stalked off, howling as he went. — [742, 102, 910, 402]
story-chapters: IN FOUR CHAPTERS. — [794, 69, 858, 77]
to-be-continued: To be continued. — [1064, 734, 1108, 742]
table-header-row — [374, 904, 542, 913]
total-label: Total — [558, 664, 572, 672]
